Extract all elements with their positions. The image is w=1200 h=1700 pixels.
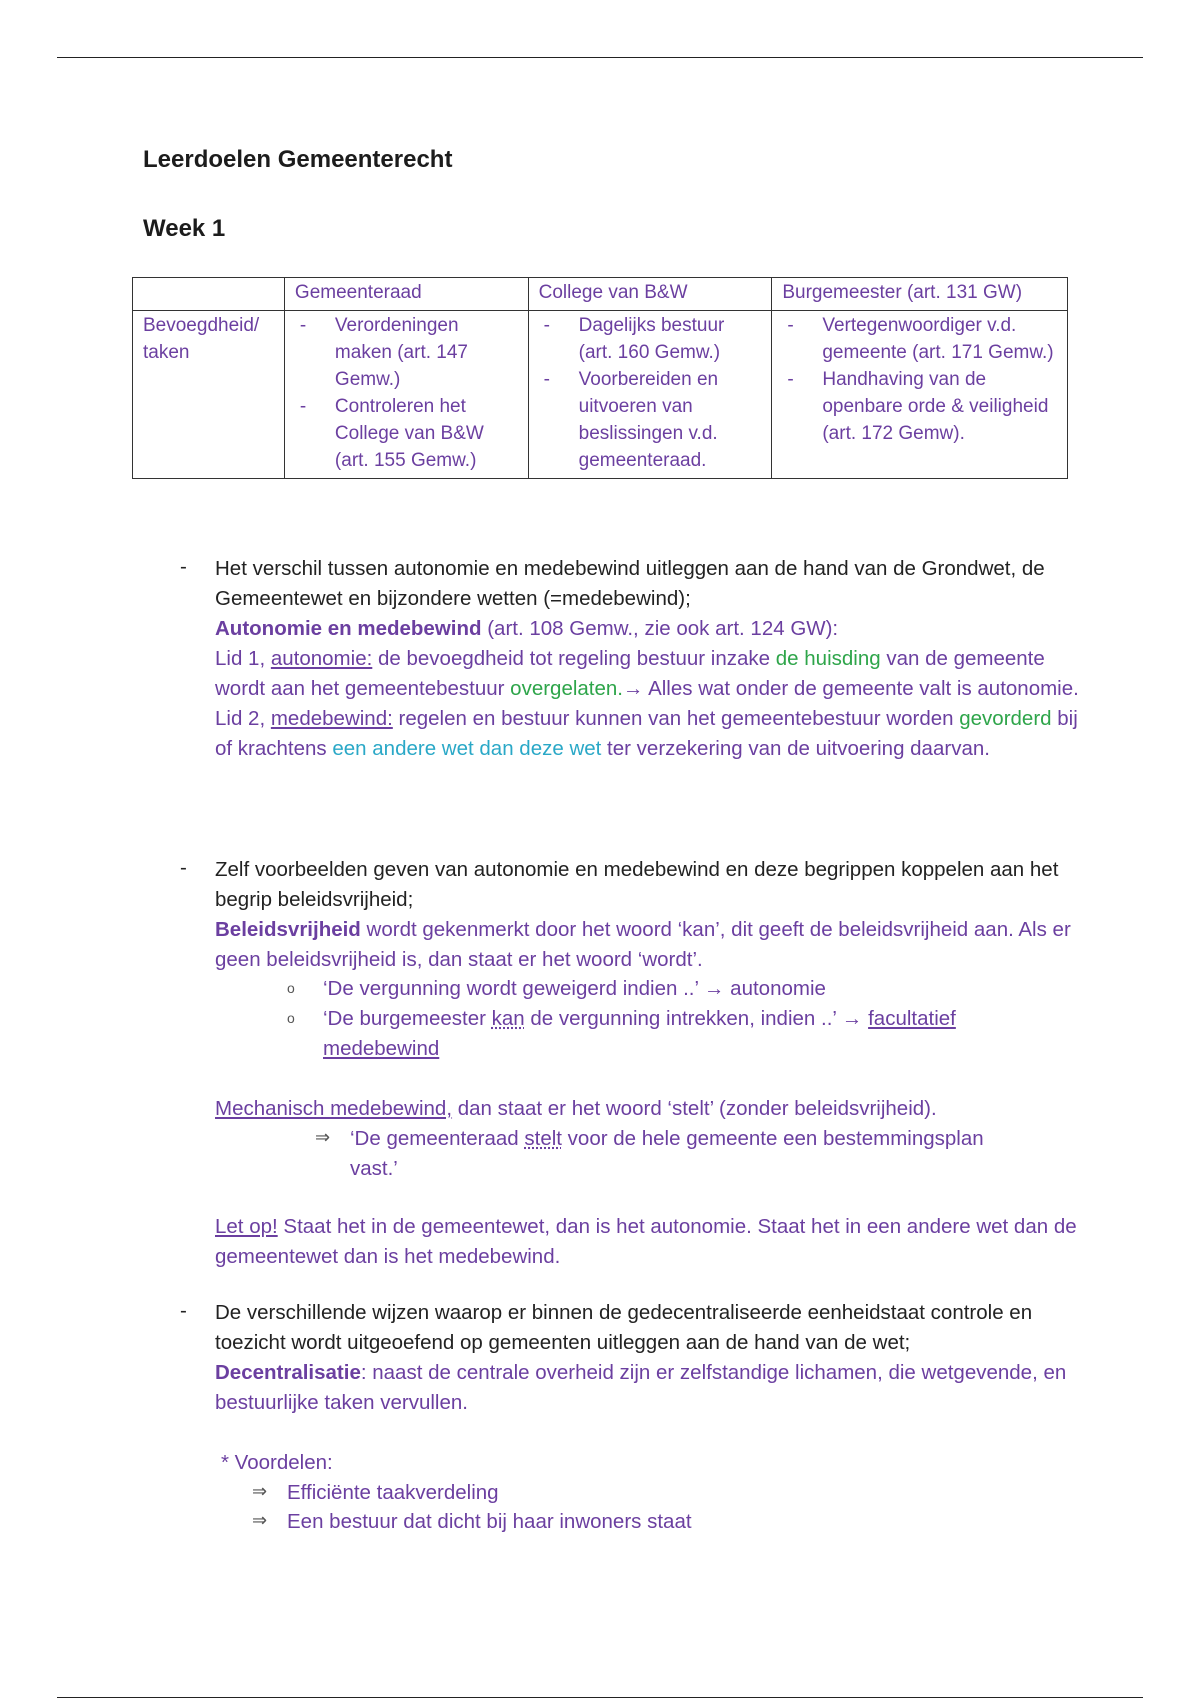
text: ter verzekering van de uitvoering daarvan. [601,737,990,760]
highlight: een andere wet dan deze wet [332,737,602,760]
section-beleidsvrijheid [215,855,1095,975]
text: voor de hele gemeente een bestemmingsplan [561,1127,984,1150]
voordeel-item: Een bestuur dat dicht bij haar inwoners staat [287,1510,692,1533]
table-header-row [133,278,1068,311]
text: de bevoegdheid tot regeling bestuur inzake [372,647,776,670]
beleidsvrijheid-definition [215,915,1095,975]
text: Lid 2, [215,707,271,730]
term: medebewind: [270,707,393,730]
text: ‘De burgemeester [323,1007,492,1030]
arrow-bullet: ⇒ [315,1127,331,1147]
document-title: Leerdoelen Gemeenterecht [143,146,453,173]
text: regelen en bestuur kunnen van het gemeentebestuur worden [392,707,960,730]
table-header-burgemeester: Burgemeester (art. 131 GW) [772,278,1068,311]
list-item: - Vertegenwoordiger v.d. gemeente (art. 171 Gemw.) [822,312,1057,366]
text: bij of krachtens [215,707,1078,760]
text: ‘De gemeenteraad [350,1127,525,1150]
burgemeester-cell [772,311,1068,479]
text: : naast de centrale overheid zijn er zelfstandige lichamen, die wetgevende, en bestuurlijke taken vervullen. [215,1361,1067,1414]
section-decentralisatie [215,1298,1095,1418]
table-header-college: College van B&W [528,278,772,311]
term: medebewind [323,1037,440,1060]
voordelen-label: * Voordelen: [221,1451,333,1474]
college-cell [528,311,772,479]
row-label: Bevoegdheid/ taken [133,311,285,479]
arrow-bullet: ⇒ [252,1510,268,1530]
bottom-rule [57,1697,1143,1698]
text: → Alles wat onder de gemeente valt is autonomie. [623,677,1079,700]
text: Lid 1, [215,647,271,670]
top-rule [57,57,1143,58]
table-header-empty [133,278,285,311]
highlight: gevorderd [959,707,1052,730]
text: Staat het in de gemeentewet, dan is het autonomie. Staat het in een andere wet dan de gemeentewet dan is het medebewind. [215,1215,1077,1268]
section-heading: De verschillende wijzen waarop er binnen de gedecentraliseerde eenheidstaat controle en toezicht wordt uitgeoefend op gemeenten uitleggen aan de hand van de wet; [215,1301,1033,1354]
section-autonomie [215,554,1095,764]
list-item: - Voorbereiden en uitvoeren van beslissingen v.d. gemeenteraad. [579,366,762,474]
example-facultatief-cont [323,1034,439,1064]
bullet-dash: - [180,1299,187,1322]
mechanisch-example-cont: vast.’ [350,1157,398,1180]
list-item: - Handhaving van de openbare orde & veiligheid (art. 172 Gemw). [822,366,1057,447]
bullet-dash: - [180,856,187,879]
table-row [133,311,1068,479]
text: dan staat er het woord ‘stelt’ (zonder beleidsvrijheid). [452,1097,937,1120]
table-header-gemeenteraad: Gemeenteraad [284,278,528,311]
lid-1 [215,644,1095,704]
term: Autonomie en medebewind [215,617,482,640]
term: stelt [524,1127,562,1150]
section-heading: Zelf voorbeelden geven van autonomie en medebewind en deze begrippen koppelen aan het begrip beleidsvrijheid; [215,858,1059,911]
decentralisatie-definition [215,1358,1095,1418]
text: van de gemeente wordt aan het gemeentebestuur [215,647,1045,700]
voordeel-item: Efficiënte taakverdeling [287,1481,499,1504]
term: Let op! [215,1215,278,1238]
term: Mechanisch medebewind, [215,1097,453,1120]
gemeenteraad-cell [284,311,528,479]
example-autonomie: ‘De vergunning wordt geweigerd indien ..’ → autonomie [323,977,826,1000]
list-item: - Verordeningen maken (art. 147 Gemw.) [335,312,518,393]
text: (art. 108 Gemw., zie ook art. 124 GW): [481,617,839,640]
example-facultatief [323,1004,956,1034]
autonomie-definition [215,614,1095,644]
bullet-dash: - [180,555,187,578]
circle-bullet: o [287,1010,295,1026]
section-heading: Het verschil tussen autonomie en medebewind uitleggen aan de hand van de Grondwet, de Gemeentewet en bijzondere wetten (=medebewind); [215,557,1045,610]
list-item: - Dagelijks bestuur (art. 160 Gemw.) [579,312,762,366]
arrow-bullet: ⇒ [252,1481,268,1501]
term: autonomie: [270,647,373,670]
term: facultatief [868,1007,956,1030]
week-heading: Week 1 [143,215,226,242]
term: Decentralisatie [215,1361,361,1384]
term: kan [491,1007,525,1030]
highlight: de huisding [775,647,881,670]
circle-bullet: o [287,980,295,996]
authority-table [132,277,1068,479]
highlight: overgelaten. [510,677,624,700]
mechanisch-definition [215,1094,937,1124]
term: Beleidsvrijheid [215,918,361,941]
let-op-note [215,1212,1095,1272]
lid-2 [215,704,1095,764]
text: wordt gekenmerkt door het woord ‘kan’, dit geeft de beleidsvrijheid aan. Als er geen beleidsvrijheid is, dan staat er het woord ‘wordt’. [215,918,1071,971]
list-item: - Controleren het College van B&W (art. 155 Gemw.) [335,393,518,474]
mechanisch-example [350,1124,984,1154]
text: de vergunning intrekken, indien ..’ → [524,1007,869,1030]
